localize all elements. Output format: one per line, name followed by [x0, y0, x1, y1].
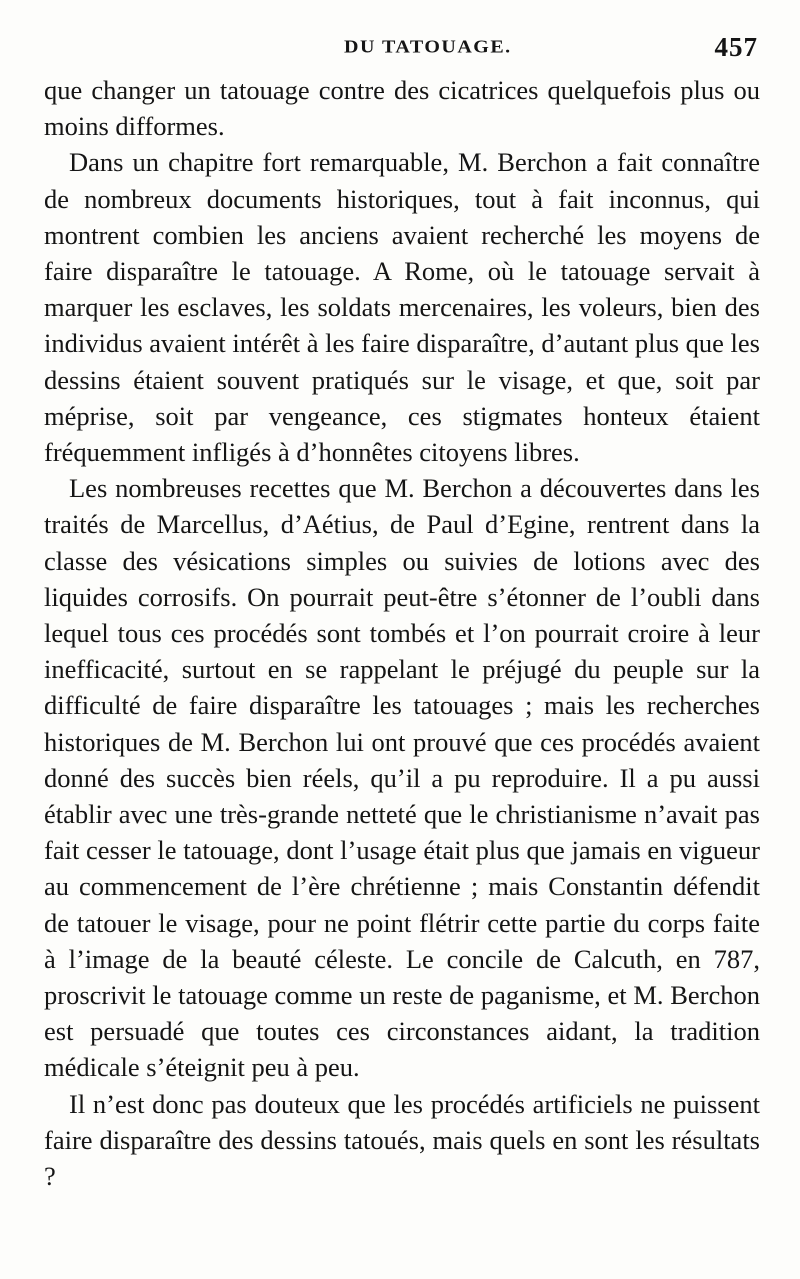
paragraph: Dans un chapitre fort remarquable, M. Berchon a fait connaître de nombreux documents historiques, tout à fait inconnus, qui montrent combien les anciens avaient recherché les moyens de faire disparaître le tatouage. A Rome, où le tatouage servait à marquer les esclaves, les soldats mercenaires, les voleurs, bien des individus avaient intérêt à les faire disparaître, d’autant plus que les dessins étaient souvent pratiqués sur le visage, et que, soit par méprise, soit par vengeance, ces stigmates honteux étaient fréquemment infligés à d’honnêtes citoyens libres. — [44, 147, 760, 468]
paragraph: Il n’est donc pas douteux que les procédés artificiels ne puissent faire disparaître des dessins tatoués, mais quels en sont les résultats ? — [44, 1088, 760, 1192]
body-text — [44, 72, 760, 1194]
paragraph-continuation: que changer un tatouage contre des cicatrices quelquefois plus ou moins difformes. — [44, 75, 760, 142]
paragraph: Les nombreuses recettes que M. Berchon a découvertes dans les traités de Marcellus, d’Aétius, de Paul d’Egine, rentrent dans la classe des vésications simples ou suivies de lotions avec des liquides corrosifs. On pourrait peut-être s’étonner de l’oubli dans lequel tous ces procédés sont tombés et l’on pourrait croire à leur inefficacité, surtout en se rappelant le préjugé du peuple sur la difficulté de faire disparaître les tatouages ; mais les recherches historiques de M. Berchon lui ont prouvé que ces procédés avaient donné des succès bien réels, qu’il a pu reproduire. Il a pu aussi établir avec une très-grande netteté que le christianisme n’avait pas fait cesser le tatouage, dont l’usage était plus que jamais en vigueur au commencement de l’ère chrétienne ; mais Constantin défendit de tatouer le visage, pour ne point flétrir cette partie du corps faite à l’image de la beauté céleste. Le concile de Calcuth, en 787, proscrivit le tatouage comme un reste de paganisme, et M. Berchon est persuadé que toutes ces circonstances aidant, la tradition médicale s’éteignit peu à peu. — [44, 473, 760, 1083]
page-number: 457 — [714, 32, 758, 62]
running-title: DU TATOUAGE. — [344, 36, 512, 58]
running-head — [44, 28, 758, 68]
